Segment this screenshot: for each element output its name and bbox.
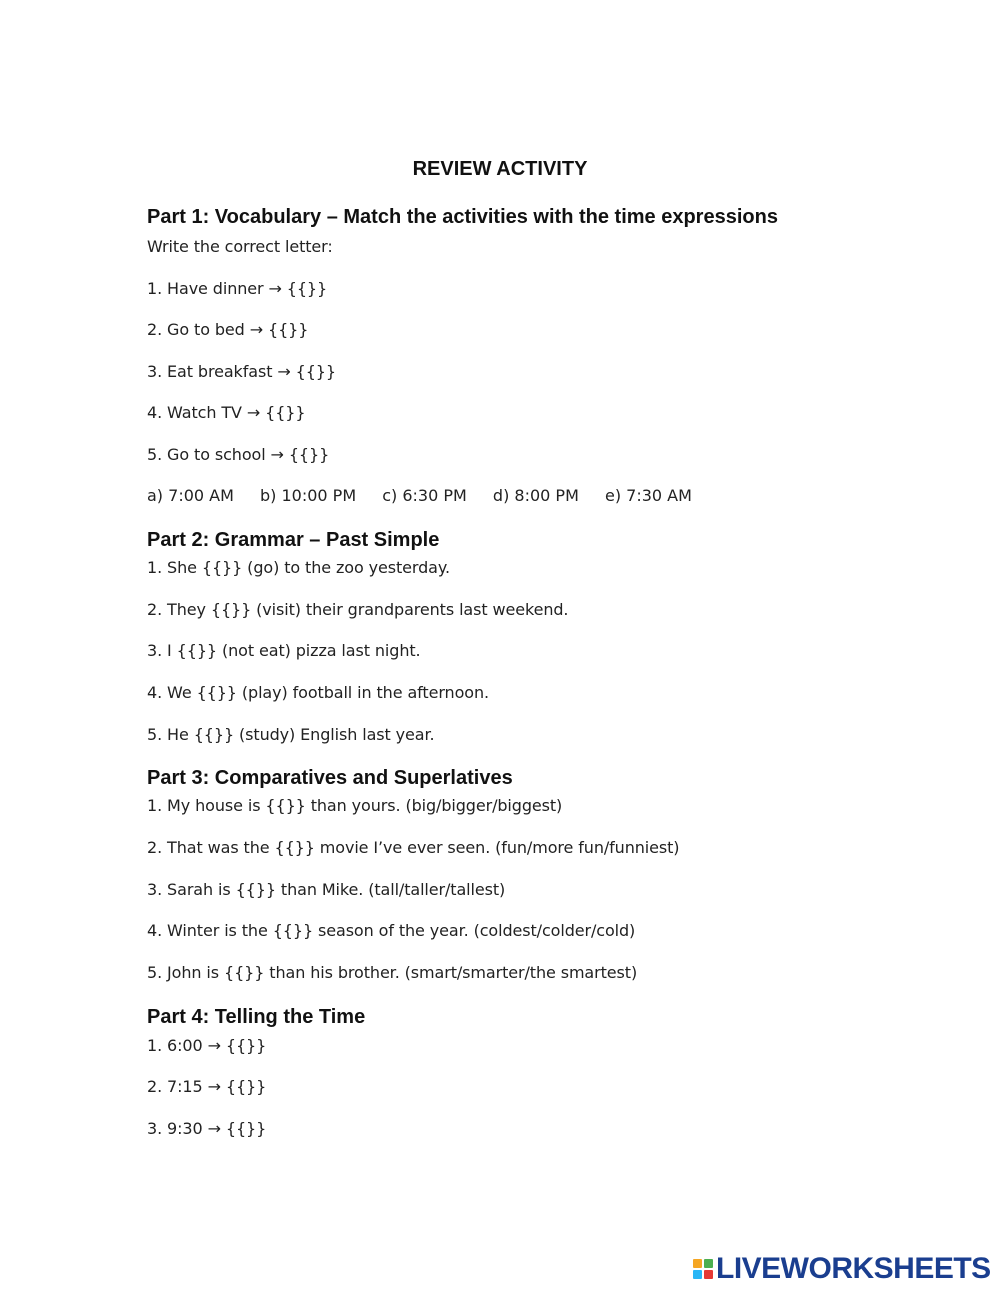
part4-item-2: 2. 7:15 → {{}}: [147, 1077, 267, 1096]
part3-item-3: 3. Sarah is {{}} than Mike. (tall/taller/tallest): [147, 880, 506, 899]
part1-item-3: 3. Eat breakfast → {{}}: [147, 362, 336, 381]
part3-item-2: 2. That was the {{}} movie I’ve ever seen. (fun/more fun/funniest): [147, 838, 680, 857]
option-b: b) 10:00 PM: [260, 486, 357, 505]
part2-item-2: 2. They {{}} (visit) their grandparents last weekend.: [147, 600, 569, 619]
part1-item-1: 1. Have dinner → {{}}: [147, 279, 328, 298]
logo-text: LIVEWORKSHEETS: [716, 1252, 991, 1285]
part4-item-1: 1. 6:00 → {{}}: [147, 1036, 267, 1055]
part1-instruction: Write the correct letter:: [147, 237, 333, 256]
part2-item-3: 3. I {{}} (not eat) pizza last night.: [147, 641, 421, 660]
page-title: REVIEW ACTIVITY: [412, 158, 588, 180]
option-e: e) 7:30 AM: [604, 486, 692, 505]
part3-item-4: 4. Winter is the {{}} season of the year. (coldest/colder/cold): [147, 921, 636, 940]
part4-item-3: 3. 9:30 → {{}}: [147, 1119, 267, 1138]
part1-item-5: 5. Go to school → {{}}: [147, 445, 330, 464]
logo-mark-icon: [693, 1259, 713, 1279]
part3-item-5: 5. John is {{}} than his brother. (smart/smarter/the smartest): [147, 963, 638, 982]
part3-item-1: 1. My house is {{}} than yours. (big/bigger/biggest): [147, 796, 563, 815]
part1-heading: Part 1: Vocabulary – Match the activities with the time expressions: [147, 206, 778, 228]
part2-item-5: 5. He {{}} (study) English last year.: [147, 725, 435, 744]
liveworksheets-logo: [693, 1254, 991, 1284]
part3-heading: Part 3: Comparatives and Superlatives: [147, 767, 513, 789]
option-a: a) 7:00 AM: [147, 486, 234, 505]
option-c: c) 6:30 PM: [382, 486, 467, 505]
option-d: d) 8:00 PM: [492, 486, 579, 505]
part4-heading: Part 4: Telling the Time: [147, 1006, 366, 1028]
part1-item-2: 2. Go to bed → {{}}: [147, 320, 309, 339]
part2-item-4: 4. We {{}} (play) football in the afternoon.: [147, 683, 489, 702]
part1-item-4: 4. Watch TV → {{}}: [147, 403, 306, 422]
part1-options: [147, 486, 713, 505]
part2-heading: Part 2: Grammar – Past Simple: [147, 529, 440, 551]
part2-item-1: 1. She {{}} (go) to the zoo yesterday.: [147, 558, 450, 577]
